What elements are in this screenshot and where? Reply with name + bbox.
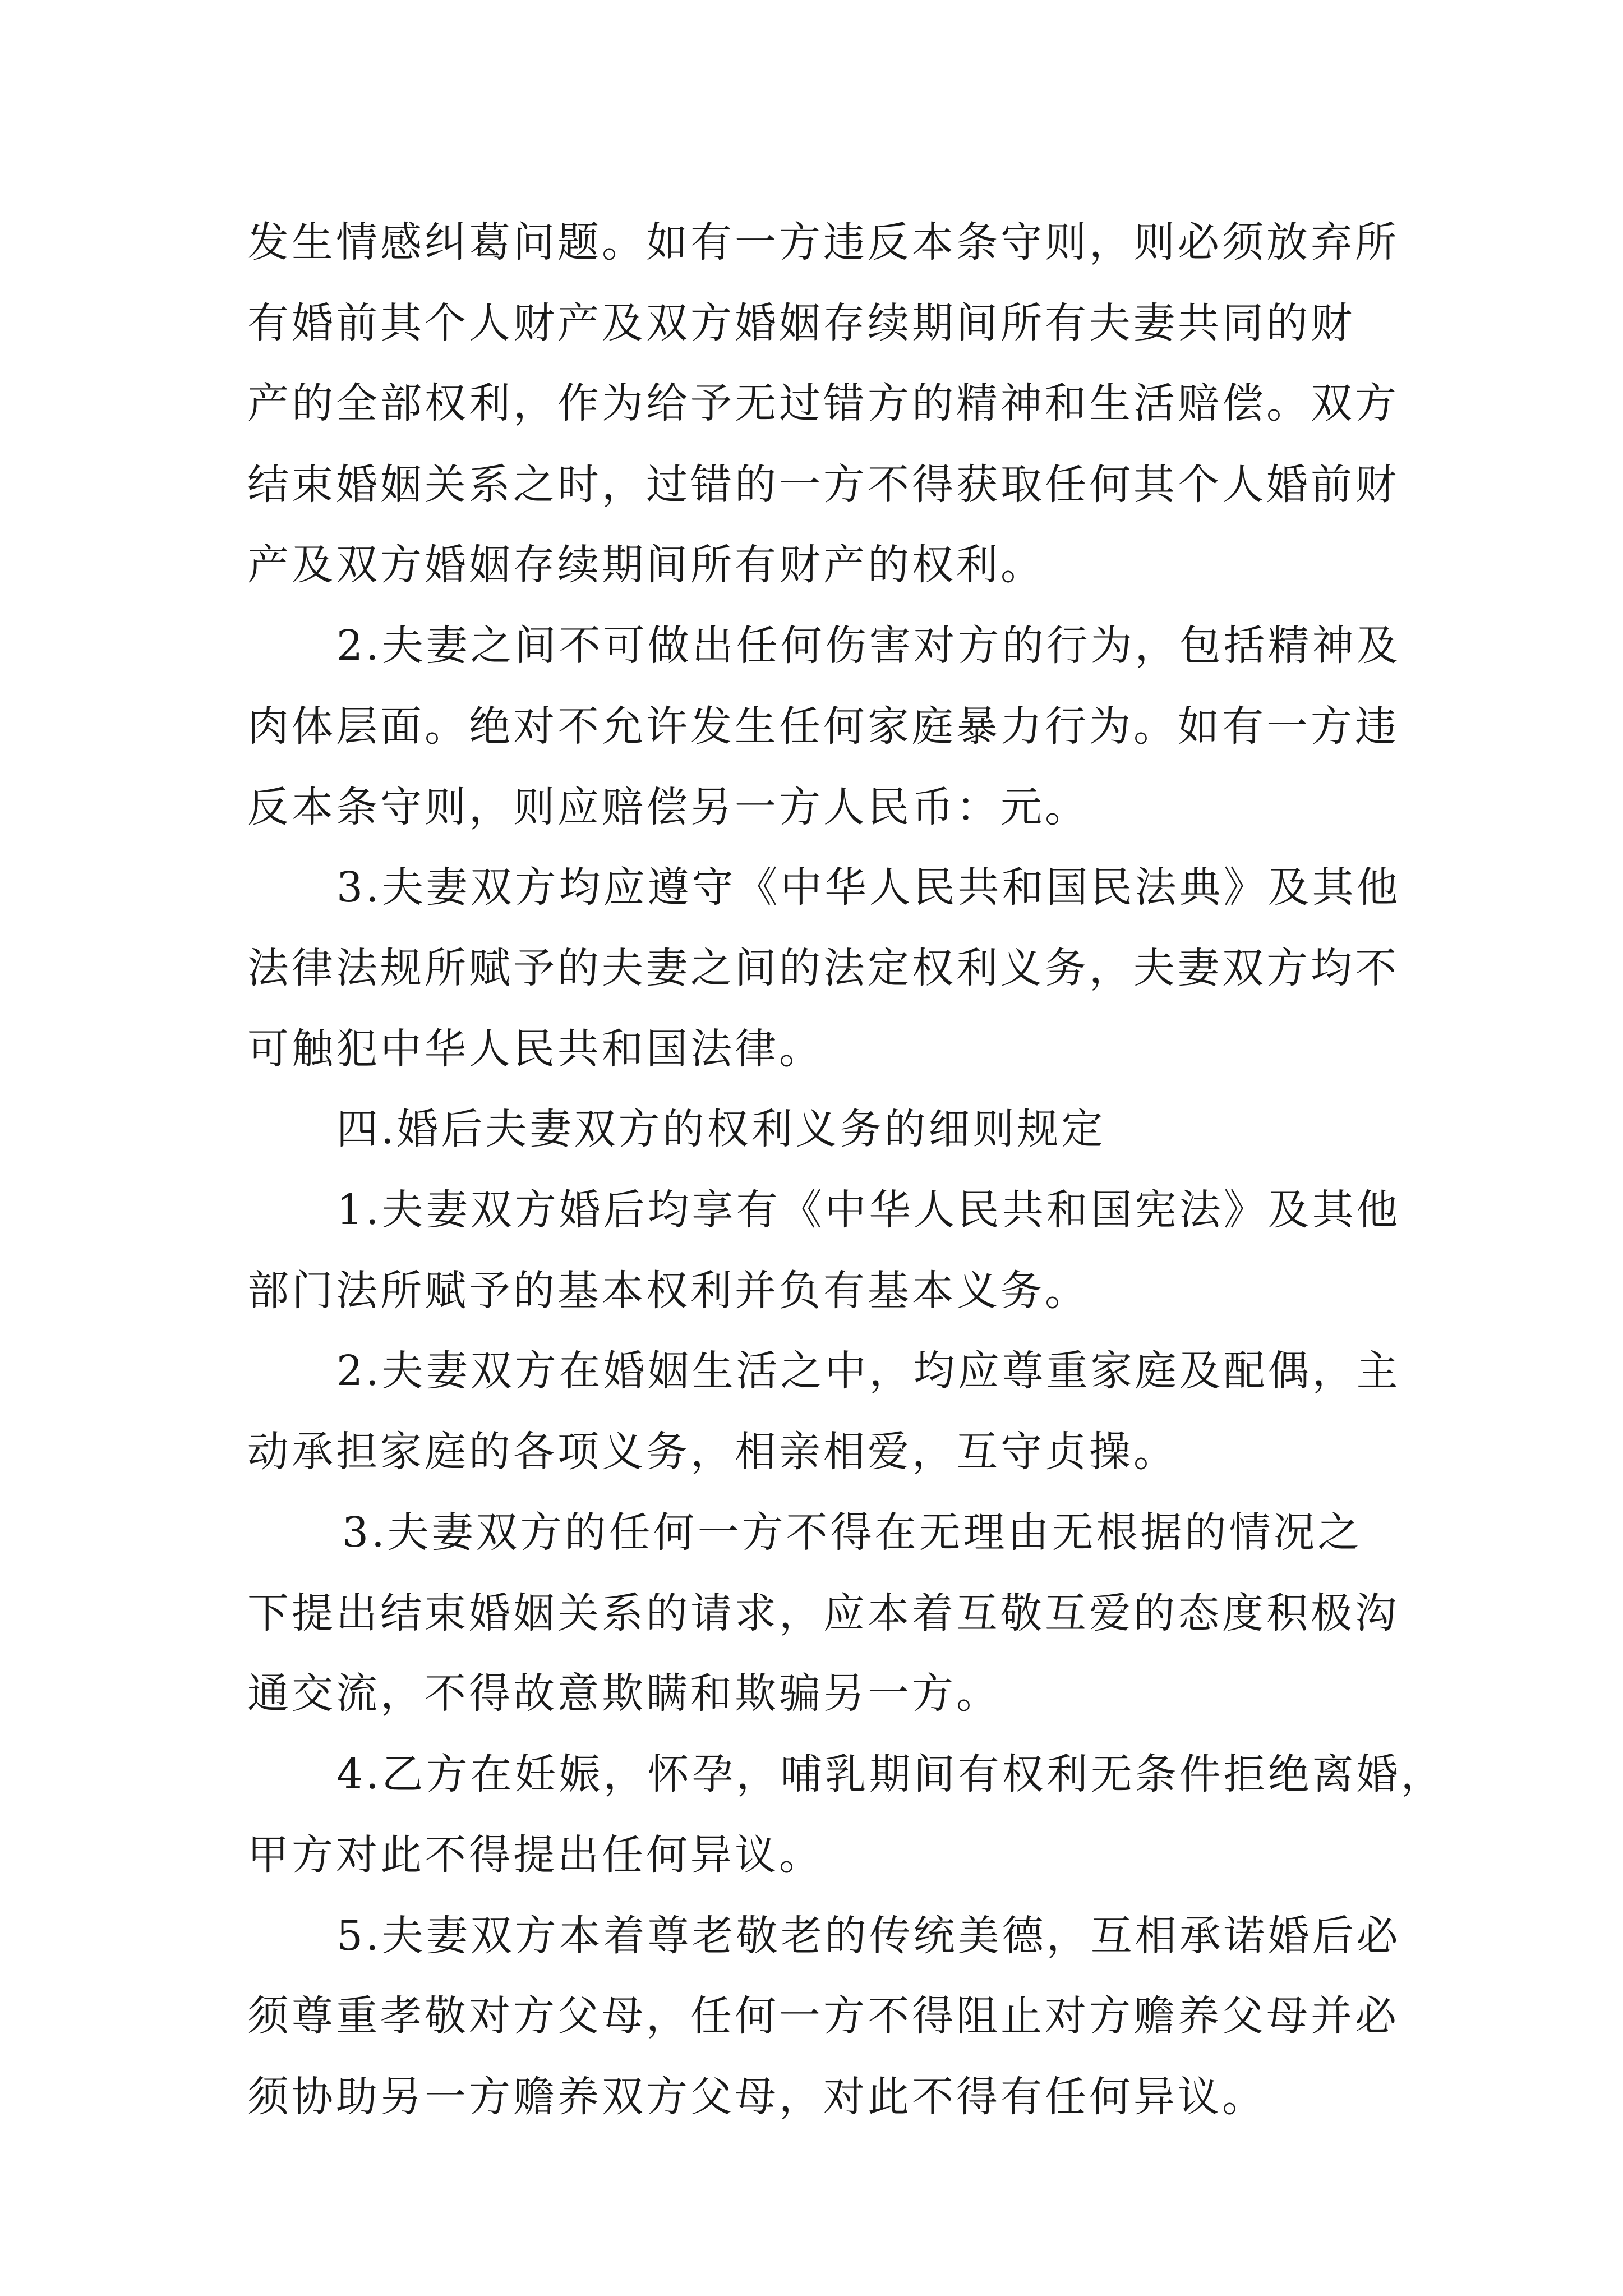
text-line: 动承担家庭的各项义务，相亲相爱，互守贞操。 (247, 1428, 1178, 1476)
paragraph-start-line: 4.乙方在妊娠，怀孕，哺乳期间有权利无条件拒绝离婚， (336, 1750, 1445, 1798)
text-line: 肉体层面。绝对不允许发生任何家庭暴力行为。如有一方违 (247, 702, 1399, 751)
paragraph-start-line: 3.夫妻双方均应遵守《中华人民共和国民法典》及其他 (336, 863, 1401, 912)
text-line: 有婚前其个人财产及双方婚姻存续期间所有夫妻共同的财 (247, 299, 1355, 347)
text-line: 产及双方婚姻存续期间所有财产的权利。 (247, 541, 1045, 589)
text-line: 产的全部权利，作为给予无过错方的精神和生活赔偿。双方 (247, 379, 1399, 427)
text-line: 须协助另一方赡养双方父母，对此不得有任何异议。 (247, 2073, 1266, 2121)
text-line: 下提出结束婚姻关系的请求，应本着互敬互爱的态度积极沟 (247, 1589, 1399, 1637)
text-line: 部门法所赋予的基本权利并负有基本义务。 (247, 1267, 1089, 1315)
text-line: 反本条守则，则应赔偿另一方人民币：元。 (247, 783, 1089, 831)
text-line: 甲方对此不得提出任何异议。 (247, 1831, 823, 1879)
paragraph-start-line: 2.夫妻双方在婚姻生活之中，均应尊重家庭及配偶，主 (336, 1347, 1401, 1395)
text-line: 须尊重孝敬对方父母，任何一方不得阻止对方赡养父母并必 (247, 1992, 1399, 2040)
text-line: 通交流，不得故意欺瞒和欺骗另一方。 (247, 1669, 1000, 1718)
paragraph-start-line: 3.夫妻双方的任何一方不得在无理由无根据的情况之 (342, 1508, 1362, 1557)
text-line: 结束婚姻关系之时，过错的一方不得获取任何其个人婚前财 (247, 461, 1399, 509)
text-line: 可触犯中华人民共和国法律。 (247, 1025, 823, 1073)
section-heading: 四.婚后夫妻双方的权利义务的细则规定 (336, 1105, 1106, 1153)
text-line: 法律法规所赋予的夫妻之间的法定权利义务，夫妻双方均不 (247, 944, 1399, 992)
paragraph-start-line: 2.夫妻之间不可做出任何伤害对方的行为，包括精神及 (336, 622, 1401, 670)
text-line: 发生情感纠葛问题。如有一方违反本条守则，则必须放弃所 (247, 218, 1399, 266)
paragraph-start-line: 5.夫妻双方本着尊老敬老的传统美德，互相承诺婚后必 (336, 1912, 1401, 1960)
paragraph-start-line: 1.夫妻双方婚后均享有《中华人民共和国宪法》及其他 (336, 1186, 1401, 1234)
